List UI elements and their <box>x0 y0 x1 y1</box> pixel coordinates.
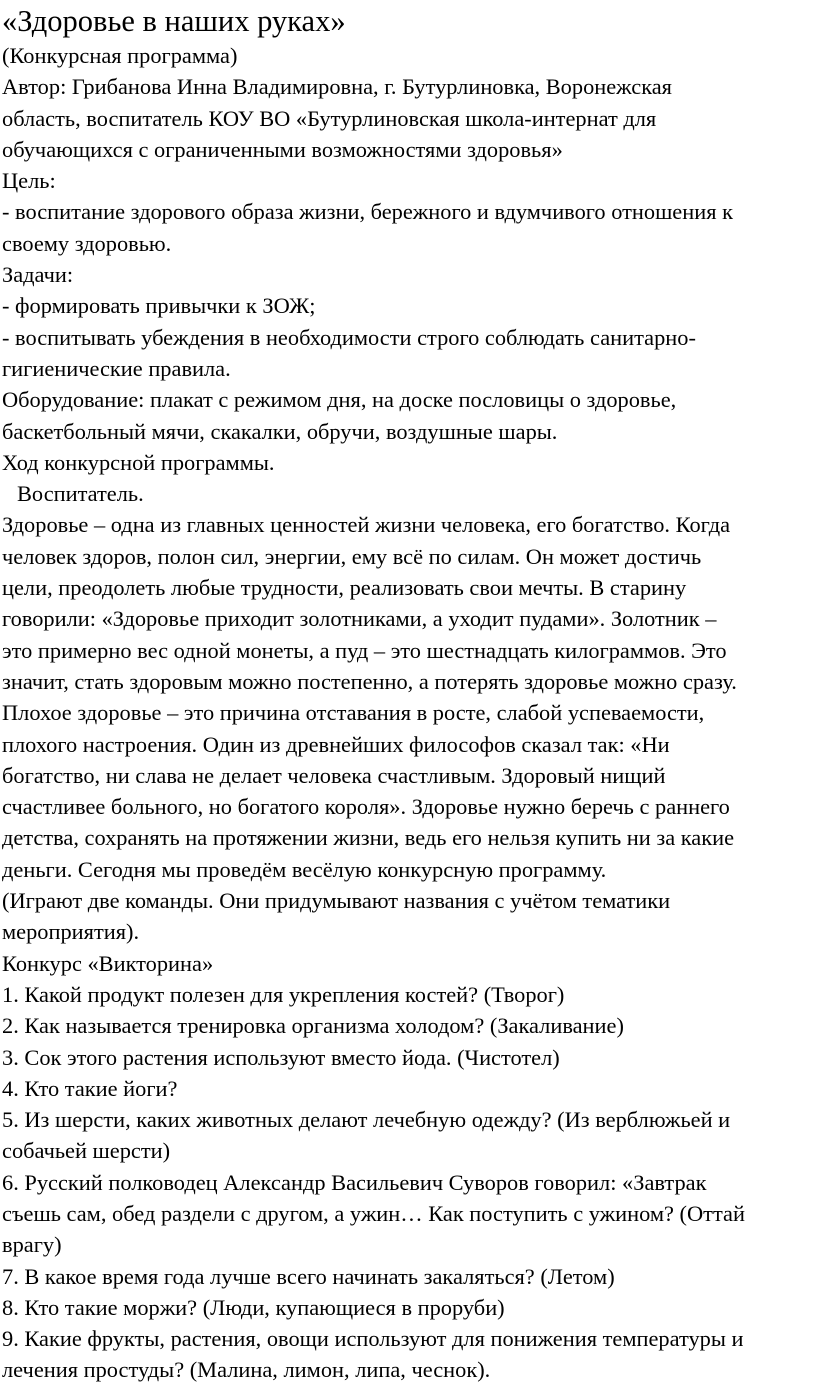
equipment-line: баскетбольный мячи, скакалки, обручи, воздушные шары. <box>2 418 558 444</box>
quiz-question: 5. Из шерсти, каких животных делают лечебную одежду? (Из верблюжьей и <box>2 1107 731 1133</box>
document-body <box>2 40 816 1386</box>
paragraph-line: Плохое здоровье – это причина отставания в росте, слабой успеваемости, <box>2 700 705 726</box>
quiz-question: 2. Как называется тренировка организма холодом? (Закаливание) <box>2 1013 624 1039</box>
paragraph-line: деньги. Сегодня мы проведём весёлую конкурсную программу. <box>2 856 607 882</box>
author-line: обучающихся с ограниченными возможностями здоровья» <box>2 136 563 162</box>
goal-line: - воспитание здорового образа жизни, бережного и вдумчивого отношения к <box>2 199 733 225</box>
paragraph-line: это примерно вес одной монеты, а пуд – это шестнадцать килограммов. Это <box>2 637 727 663</box>
paragraph-line: человек здоров, полон сил, энергии, ему всё по силам. Он может достичь <box>2 543 702 569</box>
quiz-question: собачьей шерсти) <box>2 1138 171 1164</box>
quiz-question: 8. Кто такие моржи? (Люди, купающиеся в проруби) <box>2 1294 505 1320</box>
document-title: «Здоровье в наших руках» <box>2 4 346 38</box>
paragraph-line: плохого настроения. Один из древнейших философов сказал так: «Ни <box>2 731 670 757</box>
quiz-question: 6. Русский полководец Александр Васильевич Суворов говорил: «Завтрак <box>2 1169 707 1195</box>
paragraph-line: цели, преодолеть любые трудности, реализовать свои мечты. В старину <box>2 575 687 601</box>
quiz-question: 7. В какое время года лучше всего начинать закаляться? (Летом) <box>2 1263 615 1289</box>
task-line: - формировать привычки к ЗОЖ; <box>2 293 316 319</box>
paragraph-line: богатство, ни слава не делает человека счастливым. Здоровый нищий <box>2 762 666 788</box>
quiz-question: врагу) <box>2 1232 62 1258</box>
quiz-question: 9. Какие фрукты, растения, овощи используют для понижения температуры и <box>2 1326 744 1352</box>
author-line: Автор: Грибанова Инна Владимировна, г. Бутурлиновка, Воронежская <box>2 74 672 100</box>
paragraph-line: значит, стать здоровым можно постепенно, а потерять здоровье можно сразу. <box>2 668 737 694</box>
tasks-heading: Задачи: <box>2 262 74 288</box>
task-line: гигиенические правила. <box>2 355 231 381</box>
paragraph-line: детства, сохранять на протяжении жизни, ведь его нельзя купить ни за какие <box>2 825 735 851</box>
paragraph-line: счастливее больного, но богатого короля». Здоровье нужно беречь с раннего <box>2 794 730 820</box>
program-heading: Ход конкурсной программы. <box>2 449 275 475</box>
equipment-line: Оборудование: плакат с режимом дня, на доске пословицы о здоровье, <box>2 387 677 413</box>
quiz-question: лечения простуды? (Малина, лимон, липа, чеснок). <box>2 1357 491 1383</box>
quiz-question: 4. Кто такие йоги? <box>2 1075 178 1101</box>
quiz-question: 3. Сок этого растения используют вместо йода. (Чистотел) <box>2 1044 560 1070</box>
author-line: область, воспитатель КОУ ВО «Бутурлиновская школа-интернат для <box>2 105 657 131</box>
task-line: - воспитывать убеждения в необходимости строго соблюдать санитарно- <box>2 324 696 350</box>
quiz-question: съешь сам, обед раздели с другом, а ужин… Как поступить с ужином? (Оттай <box>2 1200 745 1226</box>
goal-line: своему здоровью. <box>2 230 172 256</box>
subtitle: (Конкурсная программа) <box>2 43 238 68</box>
note-line: (Играют две команды. Они придумывают названия с учётом тематики <box>2 888 671 914</box>
quiz-heading: Конкурс «Викторина» <box>2 950 214 976</box>
quiz-question: 1. Какой продукт полезен для укрепления костей? (Творог) <box>2 981 565 1007</box>
goal-heading: Цель: <box>2 168 56 194</box>
speaker-label: Воспитатель. <box>17 481 144 507</box>
paragraph-line: Здоровье – одна из главных ценностей жизни человека, его богатство. Когда <box>2 512 731 538</box>
paragraph-line: говорили: «Здоровье приходит золотниками, а уходит пудами». Золотник – <box>2 606 717 632</box>
note-line: мероприятия). <box>2 919 140 945</box>
